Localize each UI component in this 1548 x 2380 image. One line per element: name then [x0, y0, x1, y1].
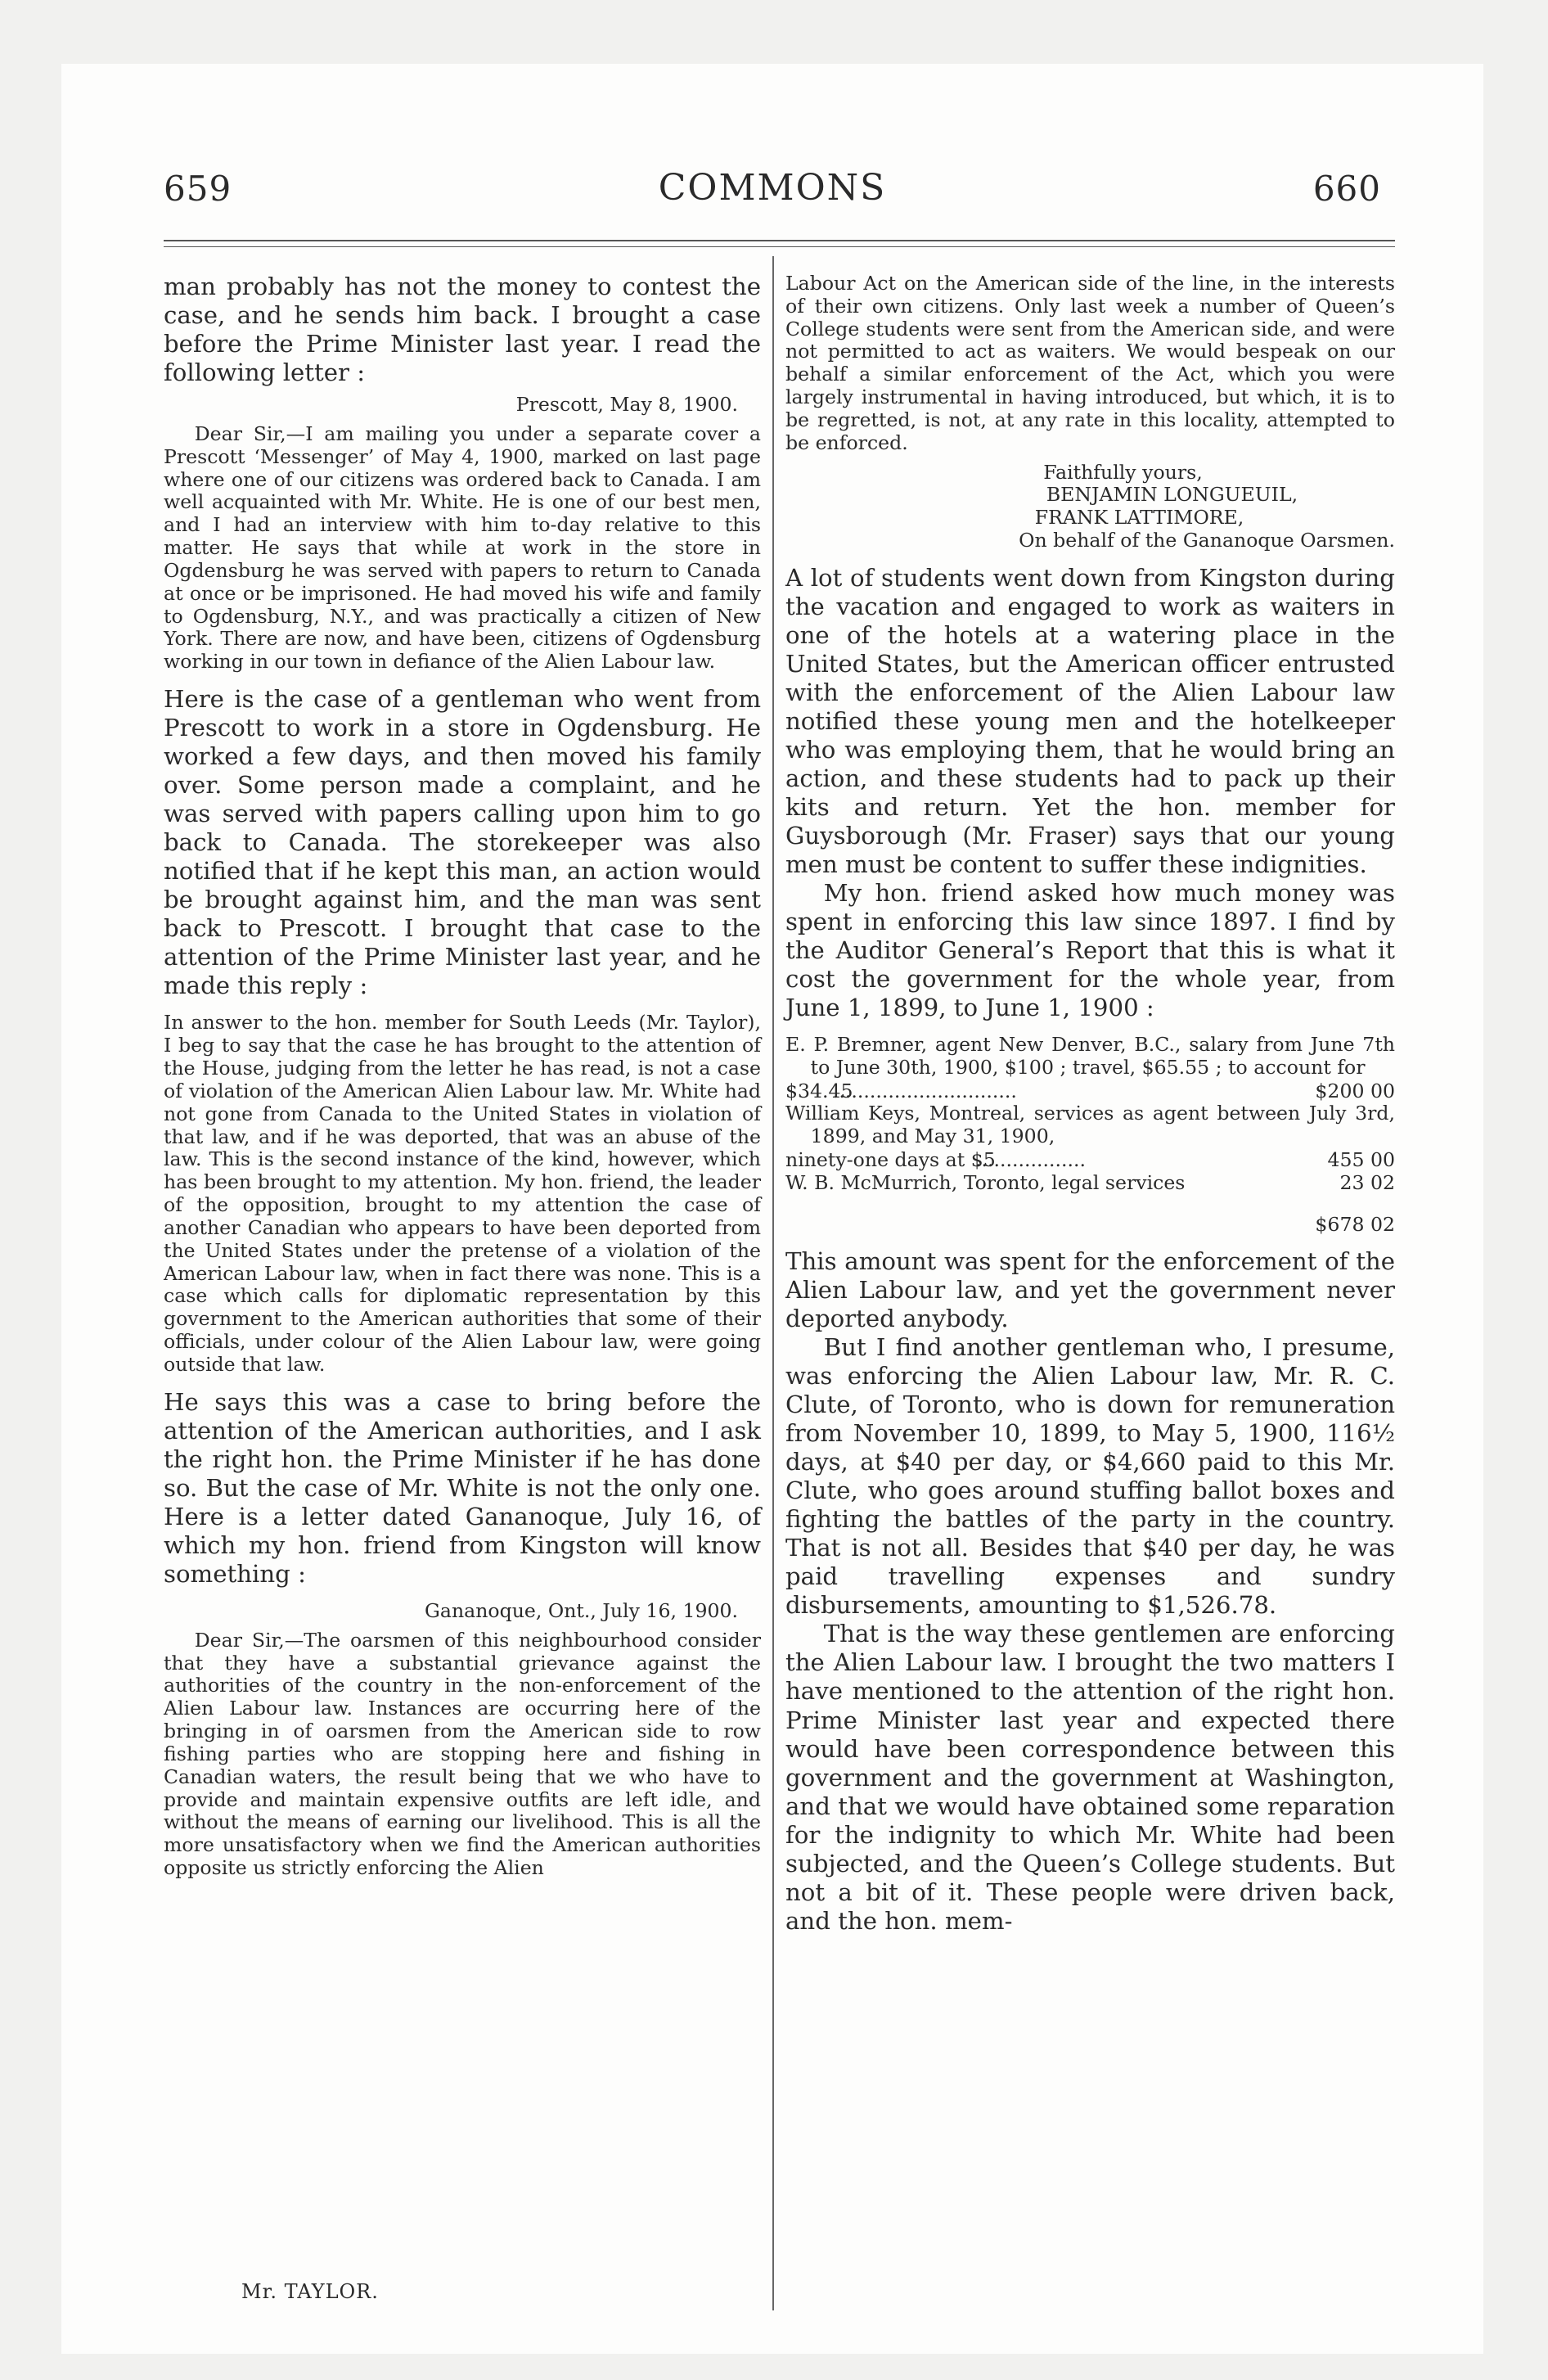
header-rule-thin [164, 246, 1395, 247]
paragraph: Here is the case of a gentleman who went from Prescott to work in a store in Ogdensburg. He worked a few days, and then moved his family over. Some person made a complaint, and he was served with papers calling upon him to go back to Canada. The storekeeper was also notified that if he kept this man, an action would be brought against him, and the man was sent back to Prescott. I brought that case to the attention of the Prime Minister last year, and he made this reply : [164, 685, 761, 1000]
ledger-entry-text: ninety-one days at $5 [785, 1148, 996, 1172]
ledger-entry-text: William Keys, Montreal, services as agent between July 3rd, 1899, and May 31, 1900, [785, 1102, 1395, 1148]
right-column [785, 273, 1395, 1936]
page-number-left: 659 [164, 169, 232, 209]
paragraph: This amount was spent for the enforcement of the Alien Labour law, and yet the government never deported anybody. [785, 1247, 1395, 1333]
column-divider [772, 256, 774, 2310]
paragraph: man probably has not the money to contest the case, and he sends him back. I brought a case before the Prime Minister last year. I read the following letter : [164, 273, 761, 387]
letter-body-continued: Labour Act on the American side of the line, in the interests of their own citizens. Only last week a number of Queen’s College students were sent from the American side, and were not permitted to act as waiters. We would bespeak on our behalf a similar enforcement of the Act, which you were largely instrumental in having introduced, but which, it is to be regretted, is not, at any rate in this locality, attempted to be enforced. [785, 272, 1395, 454]
signatory-affiliation: On behalf of the Gananoque Oarsmen. [1019, 529, 1395, 552]
page-number-right: 660 [1312, 169, 1381, 209]
ledger-entry [785, 1034, 1395, 1102]
leader-dots: .............................. [832, 1080, 1017, 1103]
ledger-amount: 23 02 [1339, 1171, 1395, 1195]
ledger-entry [785, 1171, 1395, 1194]
ledger-entry-text: W. B. McMurrich, Toronto, legal services [785, 1171, 1186, 1195]
signatory: FRANK LATTIMORE, [1034, 506, 1244, 530]
expense-ledger [785, 1034, 1395, 1236]
ledger-amount: $200 00 [1315, 1080, 1395, 1103]
paragraph: But I find another gentleman who, I presume, was enforcing the Alien Labour law, Mr. R. C. Clute, of Toronto, who is down for remuneration from November 10, 1899, to May 5, 1900, 116½ days, at $40 per day, or $4,660 paid to this Mr. Clute, who goes around stuffing ballot boxes and fighting the battles of the party in the country. That is not all. Besides that $40 per day, he was paid travelling expenses and sundry disbursements, amounting to $1,526.78. [785, 1333, 1395, 1620]
ledger-total: $678 02 [1315, 1212, 1395, 1236]
ledger-entry-text: $34.45 [785, 1080, 853, 1103]
page [61, 64, 1483, 2354]
ledger-entry [785, 1102, 1395, 1171]
speaker-footer: Mr. TAYLOR. [241, 2280, 379, 2303]
letter-body: Dear Sir,—The oarsmen of this neighbourhood consider that they have a substantial grievance against the authorities of the country in the non-enforcement of the Alien Labour law. Instances are occurring here of the bringing in of oarsmen from the American side to row fishing parties who are stopping here and fishing in Canadian waters, the result being that we who have to provide and maintain expensive outfits are left idle, and without the means of earning our livelihood. This is all the more unsatisfactory when we find the American authorities opposite us strictly enforcing the Alien [164, 1628, 761, 1879]
header-rule [164, 240, 1395, 241]
paragraph: My hon. friend asked how much money was spent in enforcing this law since 1897. I find by the Auditor General’s Report that this is what it cost the government for the whole year, from June 1, 1899, to June 1, 1900 : [785, 879, 1395, 1022]
ledger-amount: 455 00 [1327, 1148, 1395, 1172]
letter-dateline: Gananoque, Ont., July 16, 1900. [425, 1598, 738, 1622]
paragraph: That is the way these gentlemen are enforcing the Alien Labour law. I brought the two matters I have mentioned to the attention of the right hon. Prime Minister last year and expected there would have been correspondence between this government and the government at Washington, and that we would have obtained some reparation for the indignity to which Mr. White had been subjected, and the Queen’s College students. But not a bit of it. These people were driven back, and the hon. mem- [785, 1620, 1395, 1935]
paragraph: A lot of students went down from Kingston during the vacation and engaged to work as waiters in one of the hotels at a watering place in the United States, but the American officer entrusted with the enforcement of the Alien Labour law notified these young men and the hotelkeeper who was employing them, that he would bring an action, and these students had to pack up their kits and return. Yet the hon. member for Guysborough (Mr. Fraser) says that our young men must be content to suffer these indignities. [785, 563, 1395, 879]
page-title: COMMONS [658, 167, 887, 209]
quoted-reply: In answer to the hon. member for South Leeds (Mr. Taylor), I beg to say that the case he has brought to the attention of the House, judging from the letter he has read, is not a case of violation of the American Alien Labour law. Mr. White had not gone from Canada to the United States in violation of that law, and if he was deported, that was an abuse of the law. This is the second instance of the kind, however, which has been brought to my attention. My hon. friend, the leader of the opposition, brought to my attention the case of another Canadian who appears to have been deported from the United States under the pretense of a violation of the American Labour law, when in fact there was none. This is a case which calls for diplomatic representation by this government to the American authorities that some of their officials, under colour of the Alien Labour law, were going outside that law. [164, 1011, 761, 1376]
leader-dots: .................. [975, 1148, 1087, 1172]
letter-body: Dear Sir,—I am mailing you under a separate cover a Prescott ‘Messenger’ of May 4, 1900, marked on last page where one of our citizens was ordered back to Canada. I am well acquainted with Mr. White. He is one of our best men, and I had an interview with him to-day relative to this matter. He says that while at work in the store in Ogdensburg he was served with papers to return to Canada at once or be imprisoned. He had moved his wife and family to Ogdensburg, N.Y., and was practically a citizen of New York. There are now, and have been, citizens of Ogdensburg working in our town in defiance of the Alien Labour law. [164, 421, 761, 674]
letter-closing: Faithfully yours, [1043, 460, 1203, 484]
paragraph: He says this was a case to bring before the attention of the American authorities, and I ask the right hon. the Prime Minister if he has done so. But the case of Mr. White is not the only one. Here is a letter dated Gananoque, July 16, of which my hon. friend from Kingston will know something : [164, 1387, 761, 1588]
signatory: BENJAMIN LONGUEUIL, [1046, 483, 1298, 507]
letter-dateline: Prescott, May 8, 1900. [515, 393, 738, 417]
left-column [164, 273, 761, 1880]
ledger-entry-text: E. P. Bremner, agent New Denver, B.C., salary from June 7th to June 30th, 1900, $100 ; travel, $65.55 ; to account for [785, 1033, 1395, 1080]
